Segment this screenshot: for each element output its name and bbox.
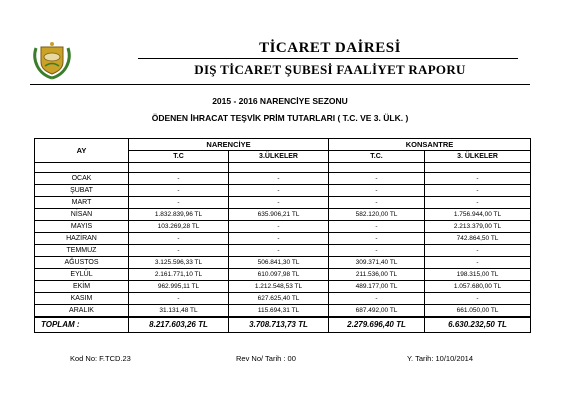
amount-cell: 506.841,30 TL xyxy=(229,257,329,269)
table-row xyxy=(35,245,531,257)
table-group-header-row xyxy=(35,139,531,151)
form-code: Kod No: F.TCD.23 xyxy=(70,354,131,363)
amount-cell: - xyxy=(129,245,229,257)
spacer-cell xyxy=(425,163,531,173)
table-heading: ÖDENEN İHRACAT TEŞVİK PRİM TUTARLARI ( T.C. VE 3. ÜLK. ) xyxy=(151,113,409,123)
spacer-cell xyxy=(35,163,129,173)
amount-cell: - xyxy=(425,245,531,257)
amount-cell: 627.625,40 TL xyxy=(229,293,329,305)
amount-cell: 2.161.771,10 TL xyxy=(129,269,229,281)
amount-cell: 1.832.839,96 TL xyxy=(129,209,229,221)
amount-cell: - xyxy=(425,173,531,185)
amount-cell: - xyxy=(329,293,425,305)
spacer-cell xyxy=(229,163,329,173)
spacer-cell xyxy=(329,163,425,173)
total-cell: 8.217.603,26 TL xyxy=(129,317,229,333)
table-row xyxy=(35,209,531,221)
organization-title: TİCARET DAİRESİ xyxy=(259,40,401,56)
table-row xyxy=(35,221,531,233)
table-row xyxy=(35,257,531,269)
amount-cell: - xyxy=(329,245,425,257)
table-row xyxy=(35,281,531,293)
amount-cell: - xyxy=(229,233,329,245)
amount-cell: - xyxy=(329,221,425,233)
month-cell: EYLÜL xyxy=(35,269,129,281)
month-cell: OCAK xyxy=(35,173,129,185)
amount-cell: 1.057.680,00 TL xyxy=(425,281,531,293)
amount-cell: - xyxy=(129,233,229,245)
amount-cell: - xyxy=(329,173,425,185)
amount-cell: - xyxy=(425,185,531,197)
amount-cell: - xyxy=(329,197,425,209)
total-label: TOPLAM : xyxy=(35,317,129,333)
narenciye-group-header: NARENCİYE xyxy=(129,139,329,151)
month-cell: TEMMUZ xyxy=(35,245,129,257)
amount-cell: - xyxy=(329,233,425,245)
title-divider xyxy=(138,58,518,59)
table-row xyxy=(35,173,531,185)
amount-cell: - xyxy=(129,185,229,197)
premium-payments-table xyxy=(34,138,531,333)
amount-cell: - xyxy=(229,185,329,197)
amount-cell: 661.050,00 TL xyxy=(425,305,531,318)
amount-cell: 489.177,00 TL xyxy=(329,281,425,293)
amount-cell: 211.536,00 TL xyxy=(329,269,425,281)
narenciye-3ulke-header: 3.ÜLKELER xyxy=(229,151,329,163)
month-cell: NİSAN xyxy=(35,209,129,221)
amount-cell: 2.213.379,00 TL xyxy=(425,221,531,233)
amount-cell: 115.694,31 TL xyxy=(229,305,329,318)
month-cell: KASIM xyxy=(35,293,129,305)
total-row xyxy=(35,317,531,333)
amount-cell: - xyxy=(425,257,531,269)
amount-cell: - xyxy=(129,293,229,305)
season-heading: 2015 - 2016 NARENCİYE SEZONU xyxy=(212,96,348,106)
amount-cell: 635.906,21 TL xyxy=(229,209,329,221)
amount-cell: 3.125.596,33 TL xyxy=(129,257,229,269)
konsantre-group-header: KONSANTRE xyxy=(329,139,531,151)
table-spacer-row xyxy=(35,163,531,173)
report-title: DIŞ TİCARET ŞUBESİ FAALİYET RAPORU xyxy=(194,62,466,77)
amount-cell: - xyxy=(425,293,531,305)
month-cell: ŞUBAT xyxy=(35,185,129,197)
table-row xyxy=(35,185,531,197)
narenciye-tc-header: T.C xyxy=(129,151,229,163)
amount-cell: - xyxy=(229,221,329,233)
amount-cell: 610.097,98 TL xyxy=(229,269,329,281)
total-cell: 3.708.713,73 TL xyxy=(229,317,329,333)
month-cell: HAZİRAN xyxy=(35,233,129,245)
amount-cell: - xyxy=(229,245,329,257)
amount-cell: 1.756.944,00 TL xyxy=(425,209,531,221)
amount-cell: 962.995,11 TL xyxy=(129,281,229,293)
amount-cell: 103.269,28 TL xyxy=(129,221,229,233)
table-row xyxy=(35,233,531,245)
table-row xyxy=(35,197,531,209)
amount-cell: - xyxy=(329,185,425,197)
table-row xyxy=(35,269,531,281)
month-column-header: AY xyxy=(35,139,129,163)
amount-cell: 31.131,48 TL xyxy=(129,305,229,318)
amount-cell: 198.315,00 TL xyxy=(425,269,531,281)
issue-date: Y. Tarih: 10/10/2014 xyxy=(407,354,474,363)
revision-info: Rev No/ Tarih : 00 xyxy=(236,354,296,363)
table-row xyxy=(35,305,531,318)
amount-cell: 687.492,00 TL xyxy=(329,305,425,318)
amount-cell: - xyxy=(229,173,329,185)
amount-cell: - xyxy=(425,197,531,209)
month-cell: AĞUSTOS xyxy=(35,257,129,269)
table-row xyxy=(35,293,531,305)
total-cell: 2.279.696,40 TL xyxy=(329,317,425,333)
amount-cell: - xyxy=(129,173,229,185)
spacer-cell xyxy=(129,163,229,173)
amount-cell: 742.864,50 TL xyxy=(425,233,531,245)
amount-cell: - xyxy=(229,197,329,209)
month-cell: MAYIS xyxy=(35,221,129,233)
month-cell: EKİM xyxy=(35,281,129,293)
amount-cell: 309.371,40 TL xyxy=(329,257,425,269)
konsantre-3ulke-header: 3. ÜLKELER xyxy=(425,151,531,163)
coat-of-arms-emblem xyxy=(30,38,74,82)
month-cell: MART xyxy=(35,197,129,209)
amount-cell: 582.120,00 TL xyxy=(329,209,425,221)
amount-cell: - xyxy=(129,197,229,209)
total-cell: 6.630.232,50 TL xyxy=(425,317,531,333)
konsantre-tc-header: T.C. xyxy=(329,151,425,163)
amount-cell: 1.212.548,53 TL xyxy=(229,281,329,293)
month-cell: ARALIK xyxy=(35,305,129,318)
header-divider xyxy=(30,84,530,85)
